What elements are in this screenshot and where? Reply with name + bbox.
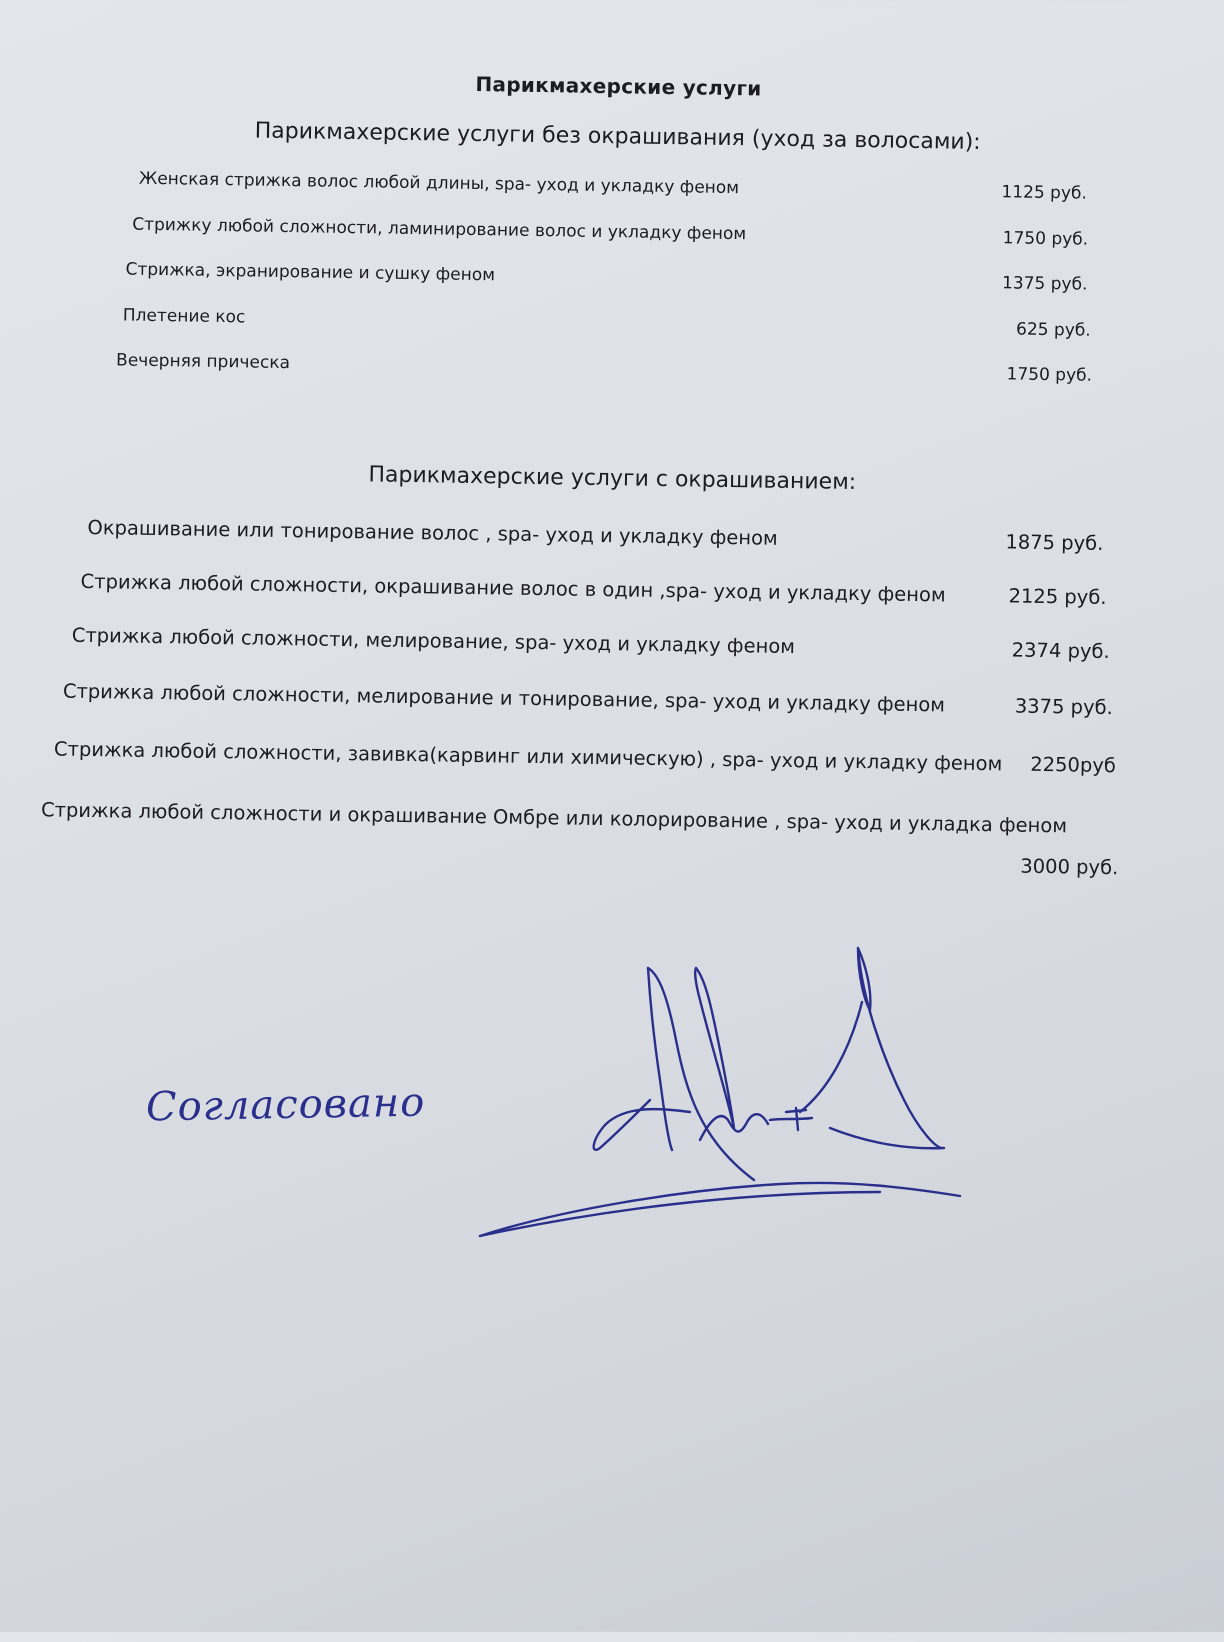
service-price: 2250руб	[1030, 752, 1117, 778]
service-name: Окрашивание или тонирование волос , spa- уход и укладку феном	[87, 515, 778, 550]
service-price: 1375 руб.	[1001, 273, 1088, 295]
signature-stroke	[594, 1100, 690, 1150]
service-name: Стрижка любой сложности, мелирование, spa- уход и укладку феном	[71, 623, 796, 659]
service-name: Вечерняя прическа	[115, 350, 291, 374]
service-name: Стрижку любой сложности, ламинирование волос и укладку феном	[132, 214, 747, 245]
page-title: Парикмахерские услуги	[475, 71, 762, 101]
service-price: 3375 руб.	[1014, 694, 1113, 720]
service-name: Женская стрижка волос любой длины, spa- уход и укладку феном	[138, 168, 740, 199]
service-price: 2125 руб.	[1008, 584, 1107, 609]
service-price: 3000 руб.	[1020, 854, 1119, 880]
service-price: 1750 руб.	[1002, 228, 1089, 250]
service-name: Стрижка любой сложности и окрашивание Омбре или колорирование , spa- уход и укладка феном	[40, 798, 1068, 838]
signature-stroke	[480, 1183, 960, 1236]
service-price: 1875 руб.	[1005, 530, 1104, 555]
signature-stroke	[695, 968, 734, 1128]
service-name: Стрижка, экранирование и сушку феном	[125, 259, 496, 286]
signature-stroke	[770, 1108, 812, 1130]
signature-stroke	[648, 968, 672, 1150]
signature-stroke	[800, 1002, 862, 1112]
signature-stroke	[480, 1192, 880, 1236]
service-name: Стрижка любой сложности, завивка(карвинг или химическую) , spa- уход и укладку феном	[53, 737, 1003, 776]
service-price: 2374 руб.	[1011, 638, 1110, 664]
service-name: Стрижка любой сложности, окрашивание волос в один ,spa- уход и укладку феном	[80, 569, 946, 607]
service-price: 1750 руб.	[1006, 364, 1093, 386]
service-price: 625 руб.	[1015, 319, 1091, 341]
service-name: Плетение кос	[122, 305, 246, 328]
section-heading-with-coloring: Парикмахерские услуги с окрашиванием:	[368, 462, 857, 496]
section-heading-no-coloring: Парикмахерские услуги без окрашивания (уход за волосами):	[254, 118, 981, 155]
service-name: Стрижка любой сложности, мелирование и тонирование, spa- уход и укладку феном	[62, 679, 946, 717]
approval-handwriting: Согласовано	[145, 1079, 426, 1131]
service-price: 1125 руб.	[1001, 182, 1088, 204]
